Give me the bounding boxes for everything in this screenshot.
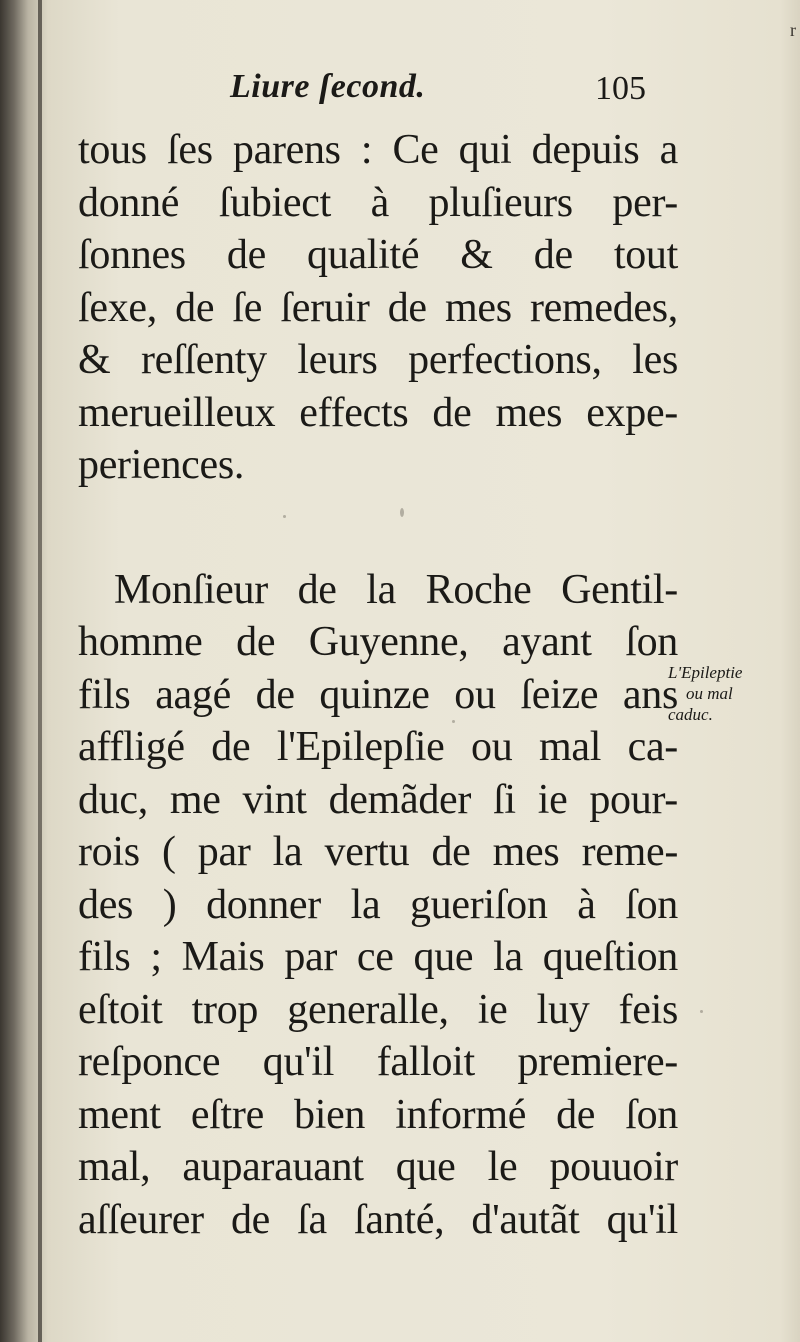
marginal-note bbox=[668, 662, 798, 725]
text-line: merueilleux effects de mes expe- bbox=[78, 389, 678, 436]
page-number: 105 bbox=[595, 70, 646, 107]
text-line: ſexe, de ſe ſeruir de mes remedes, bbox=[78, 284, 678, 331]
marginal-note-line: caduc. bbox=[668, 705, 713, 724]
text-line: reſponce qu'il falloit premiere- bbox=[78, 1039, 678, 1085]
paragraph bbox=[78, 564, 678, 1247]
marginal-note-line: ou mal bbox=[686, 684, 733, 703]
ink-speck bbox=[283, 515, 286, 518]
text-line: rois ( par la vertu de mes reme- bbox=[78, 829, 678, 875]
text-line: ment eſtre bien informé de ſon bbox=[78, 1091, 678, 1138]
ink-speck bbox=[700, 1010, 703, 1013]
running-head: Liure ſecond. bbox=[230, 68, 426, 105]
page-header bbox=[230, 68, 670, 118]
text-line: Monſieur de la Roche Gentil- bbox=[114, 566, 678, 613]
text-line: tous ſes parens : Ce qui depuis a bbox=[78, 127, 678, 173]
text-line: affligé de l'Epilepſie ou mal ca- bbox=[78, 724, 678, 770]
marginal-note-line: L'Epileptie bbox=[668, 663, 743, 682]
corner-mark: r bbox=[790, 20, 796, 40]
text-line: ſonnes de qualité & de tout bbox=[78, 232, 678, 278]
paragraph bbox=[78, 124, 678, 492]
text-line: eſtoit trop generalle, ie luy feis bbox=[78, 986, 678, 1033]
text-line: periences. bbox=[78, 442, 245, 488]
text-line: fils ; Mais par ce que la queſtion bbox=[78, 934, 678, 980]
text-line: aſſeurer de ſa ſanté, d'autãt qu'il bbox=[78, 1196, 678, 1243]
text-line: homme de Guyenne, ayant ſon bbox=[78, 619, 678, 665]
text-line: & reſſenty leurs perfections, les bbox=[78, 337, 678, 383]
page-gutter bbox=[38, 0, 42, 1342]
text-line: mal, auparauant que le pouuoir bbox=[78, 1144, 678, 1190]
text-line: duc, me vint demãder ſi ie pour- bbox=[78, 776, 678, 823]
text-line: donné ſubiect à pluſieurs per- bbox=[78, 179, 678, 226]
ink-speck bbox=[400, 508, 404, 517]
text-line: fils aagé de quinze ou ſeize ans bbox=[78, 671, 678, 718]
paragraph-gap bbox=[78, 492, 678, 564]
ink-speck bbox=[452, 720, 455, 723]
body-text bbox=[78, 124, 678, 1246]
text-line: des ) donner la gueriſon à ſon bbox=[78, 881, 678, 928]
